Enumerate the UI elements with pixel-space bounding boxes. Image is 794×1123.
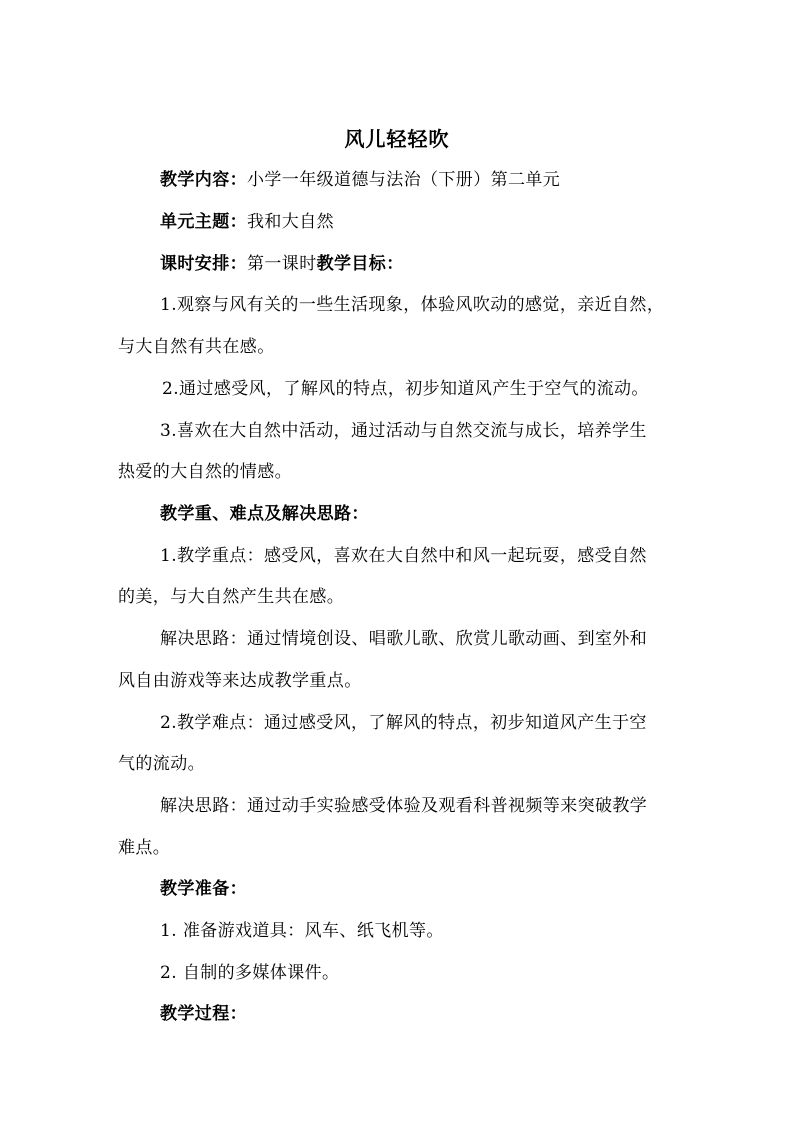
- key-points-heading: 教学重、难点及解决思路：: [160, 504, 369, 524]
- info-teaching-content: [160, 167, 560, 193]
- solution-2-line-2: 难点。: [118, 838, 171, 858]
- info-value: 第一课时: [247, 254, 317, 274]
- info-unit-theme: [160, 209, 334, 235]
- solution-2-line-1: 解决思路：通过动手实验感受体验及观看科普视频等来突破教学: [160, 796, 648, 816]
- info-label: 教学内容：: [160, 170, 247, 190]
- objective-3-line-2: 热爱的大自然的情感。: [118, 462, 292, 482]
- key-point-2-line-1: 2.教学难点：通过感受风，了解风的特点，初步知道风产生于空: [160, 713, 647, 733]
- solution-1-line-1: 解决思路：通过情境创设、唱歌儿歌、欣赏儿歌动画、到室外和: [160, 629, 648, 649]
- preparation-item: 1. 准备游戏道具：风车、纸飞机等。: [160, 921, 444, 941]
- objective-1-line-1: 1.观察与风有关的一些生活现象，体验风吹动的感觉，亲近自然，: [160, 295, 665, 315]
- key-point-1-line-2: 的美，与大自然产生共在感。: [118, 587, 345, 607]
- objectives-heading: 教学目标：: [316, 254, 404, 274]
- solution-1-line-2: 风自由游戏等来达成教学重点。: [118, 671, 362, 691]
- preparation-heading: 教学准备：: [160, 879, 247, 899]
- process-heading: 教学过程：: [160, 1004, 247, 1024]
- preparation-item: 2. 自制的多媒体课件。: [160, 963, 340, 983]
- info-schedule: [160, 251, 404, 277]
- info-label: 课时安排：: [160, 254, 247, 274]
- objective-2-line-1: 2.通过感受风，了解风的特点，初步知道风产生于空气的流动。: [162, 379, 649, 399]
- key-point-2-line-2: 气的流动。: [118, 754, 205, 774]
- info-label: 单元主题：: [160, 212, 247, 232]
- info-value: 我和大自然: [247, 212, 334, 232]
- info-value: 小学一年级道德与法治（下册）第二单元: [247, 170, 561, 190]
- key-point-1-line-1: 1.教学重点：感受风，喜欢在大自然中和风一起玩耍，感受自然: [160, 546, 647, 566]
- document-title: 风儿轻轻吹: [344, 127, 450, 151]
- objective-3-line-1: 3.喜欢在大自然中活动，通过活动与自然交流与成长，培养学生: [160, 421, 647, 441]
- objective-1-line-2: 与大自然有共在感。: [118, 337, 275, 357]
